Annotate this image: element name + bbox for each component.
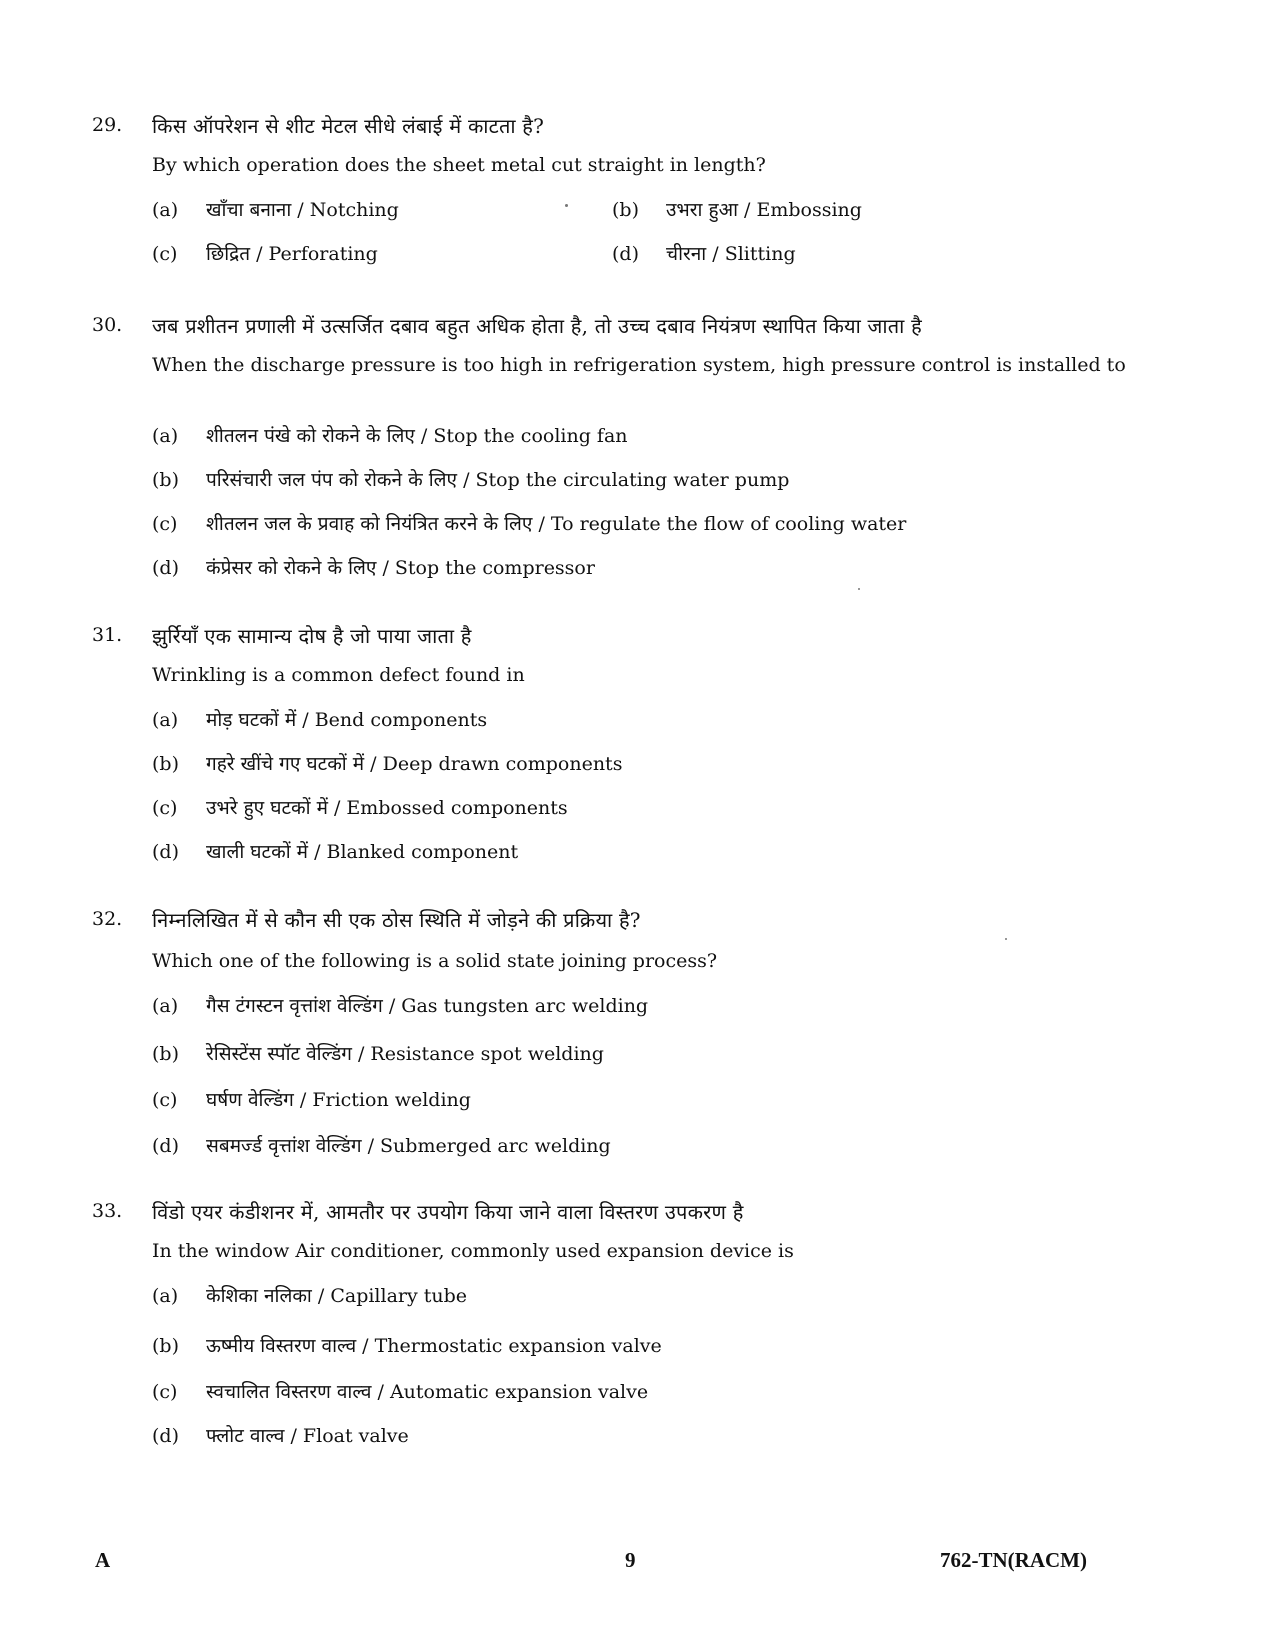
question-text-hindi: विंडो एयर कंडीशनर में, आमतौर पर उपयोग किया जाने वाला विस्तरण उपकरण है xyxy=(152,1200,744,1224)
option-label: (b) xyxy=(152,1043,179,1065)
option-text: चीरना / Slitting xyxy=(666,243,796,265)
scan-speck xyxy=(565,204,568,207)
option-c[interactable] xyxy=(152,1086,471,1112)
option-b[interactable] xyxy=(152,750,622,776)
option-label: (c) xyxy=(152,513,178,535)
question-text-hindi: किस ऑपरेशन से शीट मेटल सीधे लंबाई में काटता है? xyxy=(152,114,545,138)
option-text: परिसंचारी जल पंप को रोकने के लिए / Stop the circulating water pump xyxy=(206,469,790,491)
question-text-english: Wrinkling is a common defect found in xyxy=(152,664,525,686)
option-text: उभरा हुआ / Embossing xyxy=(666,199,862,221)
question-text-english: In the window Air conditioner, commonly used expansion device is xyxy=(152,1240,794,1262)
option-text: छिद्रित / Perforating xyxy=(206,243,378,265)
option-a[interactable] xyxy=(152,992,648,1018)
option-b[interactable] xyxy=(612,196,862,222)
option-c[interactable] xyxy=(152,240,378,266)
question-number: 32. xyxy=(92,908,123,930)
footer-series-letter: A xyxy=(95,1548,111,1572)
option-label: (a) xyxy=(152,709,179,731)
option-label: (c) xyxy=(152,1381,178,1403)
option-text: उभरे हुए घटकों में / Embossed components xyxy=(206,797,568,819)
question-number: 33. xyxy=(92,1200,123,1222)
question-text-english: When the discharge pressure is too high in refrigeration system, high pressure control is installed to xyxy=(152,354,1126,376)
option-text: घर्षण वेल्डिंग / Friction welding xyxy=(206,1089,471,1111)
option-label: (a) xyxy=(152,199,179,221)
option-label: (b) xyxy=(152,469,179,491)
option-c[interactable] xyxy=(152,1378,648,1404)
option-d[interactable] xyxy=(152,554,595,580)
question-text-hindi: निम्नलिखित में से कौन सी एक ठोस स्थिति में जोड़ने की प्रक्रिया है? xyxy=(152,908,641,932)
scan-speck xyxy=(1005,938,1007,940)
option-text: स्वचालित विस्तरण वाल्व / Automatic expansion valve xyxy=(206,1381,649,1403)
scan-speck xyxy=(858,588,860,590)
option-text: खाँचा बनाना / Notching xyxy=(206,199,399,221)
option-text: गैस टंगस्टन वृत्तांश वेल्डिंग / Gas tungsten arc welding xyxy=(206,995,649,1017)
option-b[interactable] xyxy=(152,1040,604,1066)
option-text: ऊष्मीय विस्तरण वाल्व / Thermostatic expansion valve xyxy=(206,1335,662,1357)
option-label: (d) xyxy=(612,243,639,265)
question-text-english: Which one of the following is a solid state joining process? xyxy=(152,950,718,972)
question-text-hindi: झुर्रियाँ एक सामान्य दोष है जो पाया जाता है xyxy=(152,624,472,648)
option-text: कंप्रेसर को रोकने के लिए / Stop the compressor xyxy=(206,557,595,579)
option-label: (b) xyxy=(612,199,639,221)
option-b[interactable] xyxy=(152,466,789,492)
option-text: रेसिस्टेंस स्पॉट वेल्डिंग / Resistance spot welding xyxy=(206,1043,604,1065)
option-label: (d) xyxy=(152,1425,179,1447)
question-number: 31. xyxy=(92,624,123,646)
option-text: मोड़ घटकों में / Bend components xyxy=(206,709,488,731)
option-text: सबमर्ज्ड वृत्तांश वेल्डिंग / Submerged arc welding xyxy=(206,1135,611,1157)
option-a[interactable] xyxy=(152,706,487,732)
option-a[interactable] xyxy=(152,196,399,222)
option-label: (d) xyxy=(152,841,179,863)
option-d[interactable] xyxy=(152,1422,409,1448)
option-c[interactable] xyxy=(152,510,906,536)
question-number: 30. xyxy=(92,314,123,336)
option-label: (a) xyxy=(152,425,179,447)
question-text-hindi: जब प्रशीतन प्रणाली में उत्सर्जित दबाव बहुत अधिक होता है, तो उच्च दबाव नियंत्रण स्थापित किया जाता है xyxy=(152,314,922,338)
option-text: खाली घटकों में / Blanked component xyxy=(206,841,519,863)
footer-page-number: 9 xyxy=(625,1548,636,1572)
option-label: (d) xyxy=(152,557,179,579)
option-d[interactable] xyxy=(152,1132,611,1158)
option-d[interactable] xyxy=(612,240,796,266)
option-label: (b) xyxy=(152,1335,179,1357)
option-label: (d) xyxy=(152,1135,179,1157)
option-a[interactable] xyxy=(152,1282,467,1308)
option-label: (a) xyxy=(152,1285,179,1307)
option-text: फ्लोट वाल्व / Float valve xyxy=(206,1425,409,1447)
option-text: केशिका नलिका / Capillary tube xyxy=(206,1285,468,1307)
option-c[interactable] xyxy=(152,794,568,820)
option-b[interactable] xyxy=(152,1332,662,1358)
question-number: 29. xyxy=(92,114,123,136)
option-text: शीतलन पंखे को रोकने के लिए / Stop the cooling fan xyxy=(206,425,628,447)
option-label: (b) xyxy=(152,753,179,775)
question-text-english: By which operation does the sheet metal cut straight in length? xyxy=(152,154,766,176)
option-text: गहरे खींचे गए घटकों में / Deep drawn components xyxy=(206,753,623,775)
option-label: (c) xyxy=(152,797,178,819)
option-label: (a) xyxy=(152,995,179,1017)
option-a[interactable] xyxy=(152,422,628,448)
option-label: (c) xyxy=(152,243,178,265)
option-text: शीतलन जल के प्रवाह को नियंत्रित करने के लिए / To regulate the flow of cooling water xyxy=(206,513,907,535)
option-label: (c) xyxy=(152,1089,178,1111)
option-d[interactable] xyxy=(152,838,518,864)
footer-paper-code: 762-TN(RACM) xyxy=(940,1548,1087,1572)
